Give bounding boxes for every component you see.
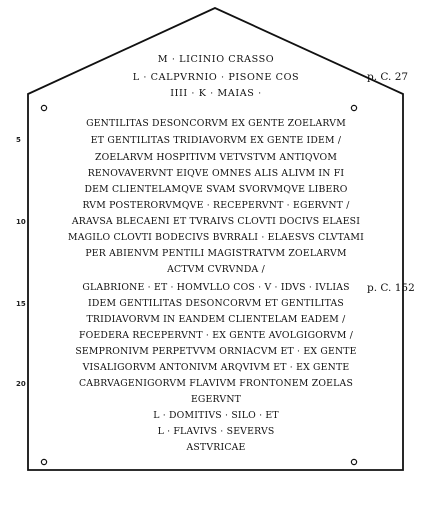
header-line-2: L · CALPVRNIO · PISONE COS — [132, 72, 300, 83]
body-line-17: CABRVAGENIGORVM FLAVIVM FRONTONEM ZOELAS — [78, 378, 354, 389]
body-line-8: MAGILO CLOVTI BODECIVS BVRRALI · ELAESVS CLVTAMI — [68, 232, 364, 243]
body-line-11: GLABRIONE · ET · HOMVLLO COS · V · IDVS · IVLIAS — [82, 282, 350, 293]
body-line-7: ARAVSA BLECAENI ET TVRAIVS CLOVTI DOCIVS ELAESI — [71, 216, 361, 227]
margin-date-note-2: p. C. 152 — [367, 282, 415, 294]
body-line-9: PER ABIENVM PENTILI MAGISTRATVM ZOELARVM — [85, 248, 347, 259]
body-line-13: TRIDIAVORVM IN EANDEM CLIENTELAM EADEM / — [86, 314, 346, 325]
line-number-15: 15 — [16, 300, 26, 308]
body-line-5: DEM CLIENTELAMQVE SVAM SVORVMQVE LIBERO — [84, 184, 348, 195]
body-line-14: FOEDERA RECEPERVNT · EX GENTE AVOLGIGORVM / — [78, 330, 354, 341]
rivet-bottom-right — [351, 459, 356, 464]
header-line-3: IIII · K · MAIAS · — [170, 88, 262, 99]
line-number-5: 5 — [16, 136, 21, 144]
body-line-4: RENOVAVERVNT EIQVE OMNES ALIS ALIVM IN FI — [87, 168, 345, 179]
body-line-15: SEMPRONIVM PERPETVVM ORNIACVM ET · EX GENTE — [75, 346, 357, 357]
body-line-16: VISALIGORVM ANTONIVM ARQVIVM ET · EX GENTE — [82, 362, 350, 373]
body-line-3: ZOELARVM HOSPITIVM VETVSTVM ANTIQVOM — [94, 152, 338, 163]
margin-date-note-1: p. C. 27 — [367, 71, 409, 83]
line-number-10: 10 — [16, 218, 26, 226]
body-line-12: IDEM GENTILITAS DESONCORVM ET GENTILITAS — [88, 298, 344, 309]
body-line-18: EGERVNT — [190, 394, 242, 405]
body-line-20: L · FLAVIVS · SEVERVS — [157, 426, 275, 437]
body-line-1: GENTILITAS DESONCORVM EX GENTE ZOELARVM — [86, 118, 346, 129]
body-line-2: ET GENTILITAS TRIDIAVORVM EX GENTE IDEM / — [90, 135, 342, 146]
rivet-bottom-left — [41, 459, 46, 464]
header-line-1: M · LICINIO CRASSO — [157, 54, 275, 65]
body-line-6: RVM POSTERORVMQVE · RECEPERVNT · EGERVNT / — [82, 200, 350, 211]
body-line-10: ACTVM CVRVNDA / — [167, 264, 265, 275]
line-number-20: 20 — [16, 380, 26, 388]
body-line-19: L · DOMITIVS · SILO · ET — [153, 410, 279, 421]
body-line-21: ASTVRICAE — [186, 442, 246, 453]
rivet-top-right — [351, 105, 356, 110]
rivet-top-left — [41, 105, 46, 110]
